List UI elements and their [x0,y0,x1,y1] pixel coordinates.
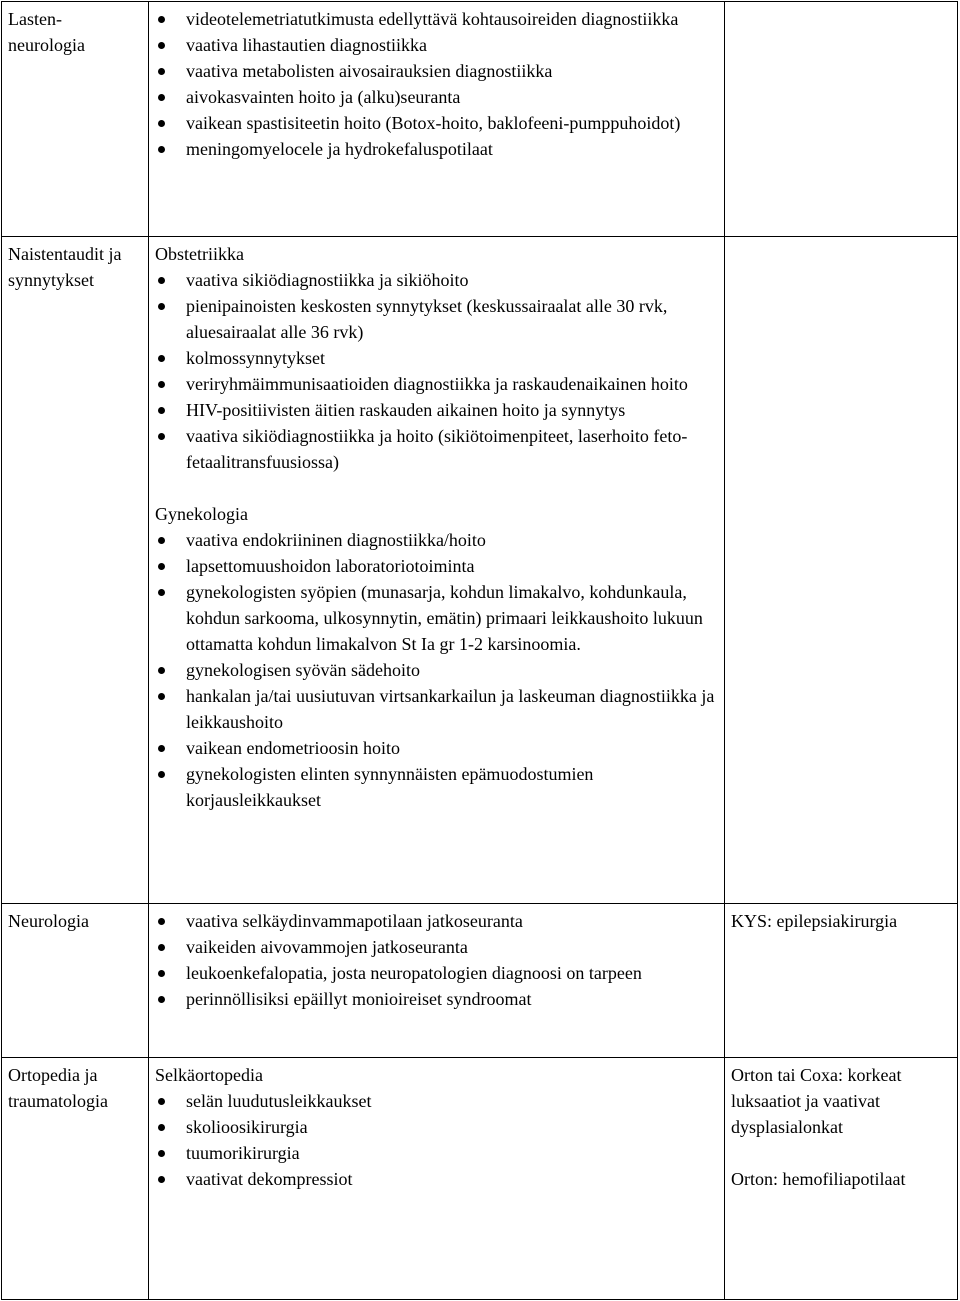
section-title-selkaortopedia: Selkäortopedia [155,1065,263,1085]
referral-table [1,1,958,1300]
list-item: gynekologisten syöpien (munasarja, kohdun limakalvo, kohdunkaula, kohdun sarkooma, ulkosynnytin, emätin) primaari leikkaushoito lukuun ottamatta kohdun limakalvon St Ia gr 1-2 karsinoomia. [155,579,718,657]
table-row [2,1058,958,1300]
list-item: vaativa selkäydinvammapotilaan jatkoseuranta [155,908,718,934]
specialty-label: Lasten- neurologia [8,9,85,55]
items-cell [149,1058,725,1300]
list-item: kolmossynnytykset [155,345,718,371]
note-text: Orton: hemofiliapotilaat [731,1169,906,1189]
list-item: meningomyelocele ja hydrokefaluspotilaat [155,136,718,162]
bullet-list [155,6,718,162]
list-item: vaativa lihastautien diagnostiikka [155,32,718,58]
list-item: pienipainoisten keskosten synnytykset (keskussairaalat alle 30 rvk, aluesairaalat alle 36 rvk) [155,293,718,345]
specialty-label: Naistentaudit ja synnytykset [8,244,122,290]
list-item: vaativa sikiödiagnostiikka ja sikiöhoito [155,267,718,293]
bullet-list [155,908,718,1012]
items-cell [149,904,725,1058]
list-item: veriryhmäimmunisaatioiden diagnostiikka ja raskaudenaikainen hoito [155,371,718,397]
section-title-obstetriikka: Obstetriikka [155,244,244,264]
list-item: vaativa sikiödiagnostiikka ja hoito (sikiötoimenpiteet, laserhoito feto-fetaalitransfuusiossa) [155,423,718,475]
list-item: perinnöllisiksi epäillyt monioireiset syndroomat [155,986,718,1012]
list-item: leukoenkefalopatia, josta neuropatologien diagnoosi on tarpeen [155,960,718,986]
note-text: Orton tai Coxa: korkeat luksaatiot ja vaativat dysplasialonkat [731,1065,902,1137]
specialty-cell [2,904,149,1058]
specialty-label: Neurologia [8,911,89,931]
table-row [2,237,958,904]
items-cell [149,237,725,904]
list-item: HIV-positiivisten äitien raskauden aikainen hoito ja synnytys [155,397,718,423]
list-item: vaativa metabolisten aivosairauksien diagnostiikka [155,58,718,84]
table-row [2,904,958,1058]
list-item: vaikean spastisiteetin hoito (Botox-hoito, baklofeeni-pumppuhoidot) [155,110,718,136]
notes-cell [725,1058,958,1300]
specialty-cell [2,2,149,237]
notes-cell [725,237,958,904]
items-cell [149,2,725,237]
list-item: vaikean endometrioosin hoito [155,735,718,761]
table-row [2,2,958,237]
note-text: KYS: epilepsiakirurgia [731,911,898,931]
specialty-cell [2,1058,149,1300]
bullet-list [155,527,718,813]
list-item: tuumorikirurgia [155,1140,718,1166]
list-item: vaativat dekompressiot [155,1166,718,1192]
specialty-cell [2,237,149,904]
section-title-gynekologia: Gynekologia [155,504,248,524]
bullet-list [155,1088,718,1192]
list-item: selän luudutusleikkaukset [155,1088,718,1114]
list-item: vaikeiden aivovammojen jatkoseuranta [155,934,718,960]
notes-cell [725,2,958,237]
specialty-label: Ortopedia ja traumatologia [8,1065,108,1111]
list-item: lapsettomuushoidon laboratoriotoiminta [155,553,718,579]
list-item: hankalan ja/tai uusiutuvan virtsankarkailun ja laskeuman diagnostiikka ja leikkaushoito [155,683,718,735]
list-item: skolioosikirurgia [155,1114,718,1140]
list-item: videotelemetriatutkimusta edellyttävä kohtausoireiden diagnostiikka [155,6,718,32]
list-item: vaativa endokriininen diagnostiikka/hoito [155,527,718,553]
notes-cell [725,904,958,1058]
list-item: aivokasvainten hoito ja (alku)seuranta [155,84,718,110]
list-item: gynekologisen syövän sädehoito [155,657,718,683]
bullet-list [155,267,718,475]
list-item: gynekologisten elinten synnynnäisten epämuodostumien korjausleikkaukset [155,761,718,813]
